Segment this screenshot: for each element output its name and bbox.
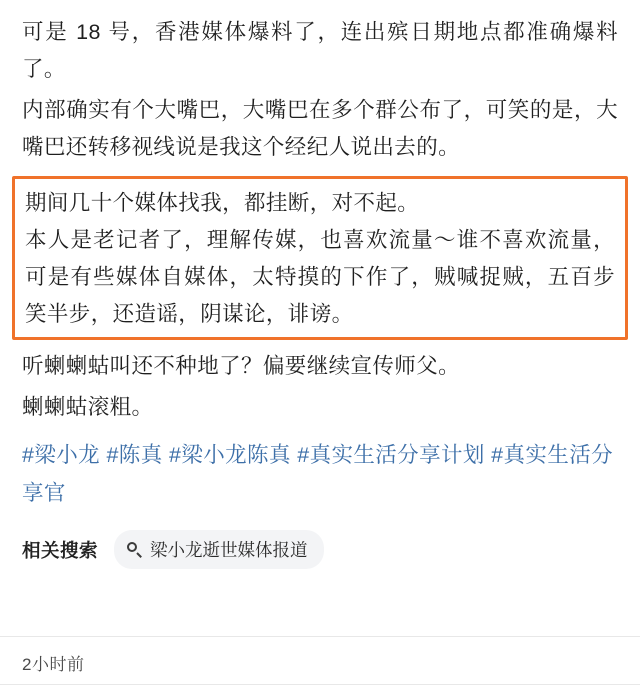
hashtag-list [22,436,618,512]
divider [0,636,640,637]
post-paragraph: 蝲蝲蛄滚粗。 [22,395,154,419]
search-icon [127,542,142,557]
post-paragraph-highlighted: 本人是老记者了，理解传媒，也喜欢流量～谁不喜欢流量，可是有些媒体自媒体，太特摸的下作了，贼喊捉贼，五百步笑半步，还造谣，阴谋论，诽谤。 [25,228,615,326]
hashtag-link[interactable]: #真实生活分享官 [22,443,614,505]
related-search-chip-label: 梁小龙逝世媒体报道 [150,540,308,560]
related-search-row [22,530,618,569]
post-paragraph: 可是 18 号，香港媒体爆料了，连出殡日期地点都准确爆料了。 [22,20,618,81]
highlighted-excerpt [12,176,628,340]
post-paragraph-highlighted: 期间几十个媒体找我，都挂断，对不起。 [25,191,420,215]
post-paragraph: 内部确实有个大嘴巴，大嘴巴在多个群公布了，可笑的是，大嘴巴还转移视线说是我这个经纪人说出去的。 [22,98,618,159]
hashtag-link[interactable]: #梁小龙 [22,443,101,467]
hashtag-link[interactable]: #梁小龙陈真 [168,443,291,467]
hashtag-link[interactable]: #真实生活分享计划 [297,443,485,467]
timestamp: 2小时前 [22,655,85,674]
divider [0,684,640,685]
hashtag-link[interactable]: #陈真 [106,443,163,467]
post-paragraph: 听蝲蝲蛄叫还不种地了？偏要继续宣传师父。 [22,354,461,378]
related-search-label: 相关搜索 [22,539,99,561]
related-search-chip[interactable] [114,530,324,569]
